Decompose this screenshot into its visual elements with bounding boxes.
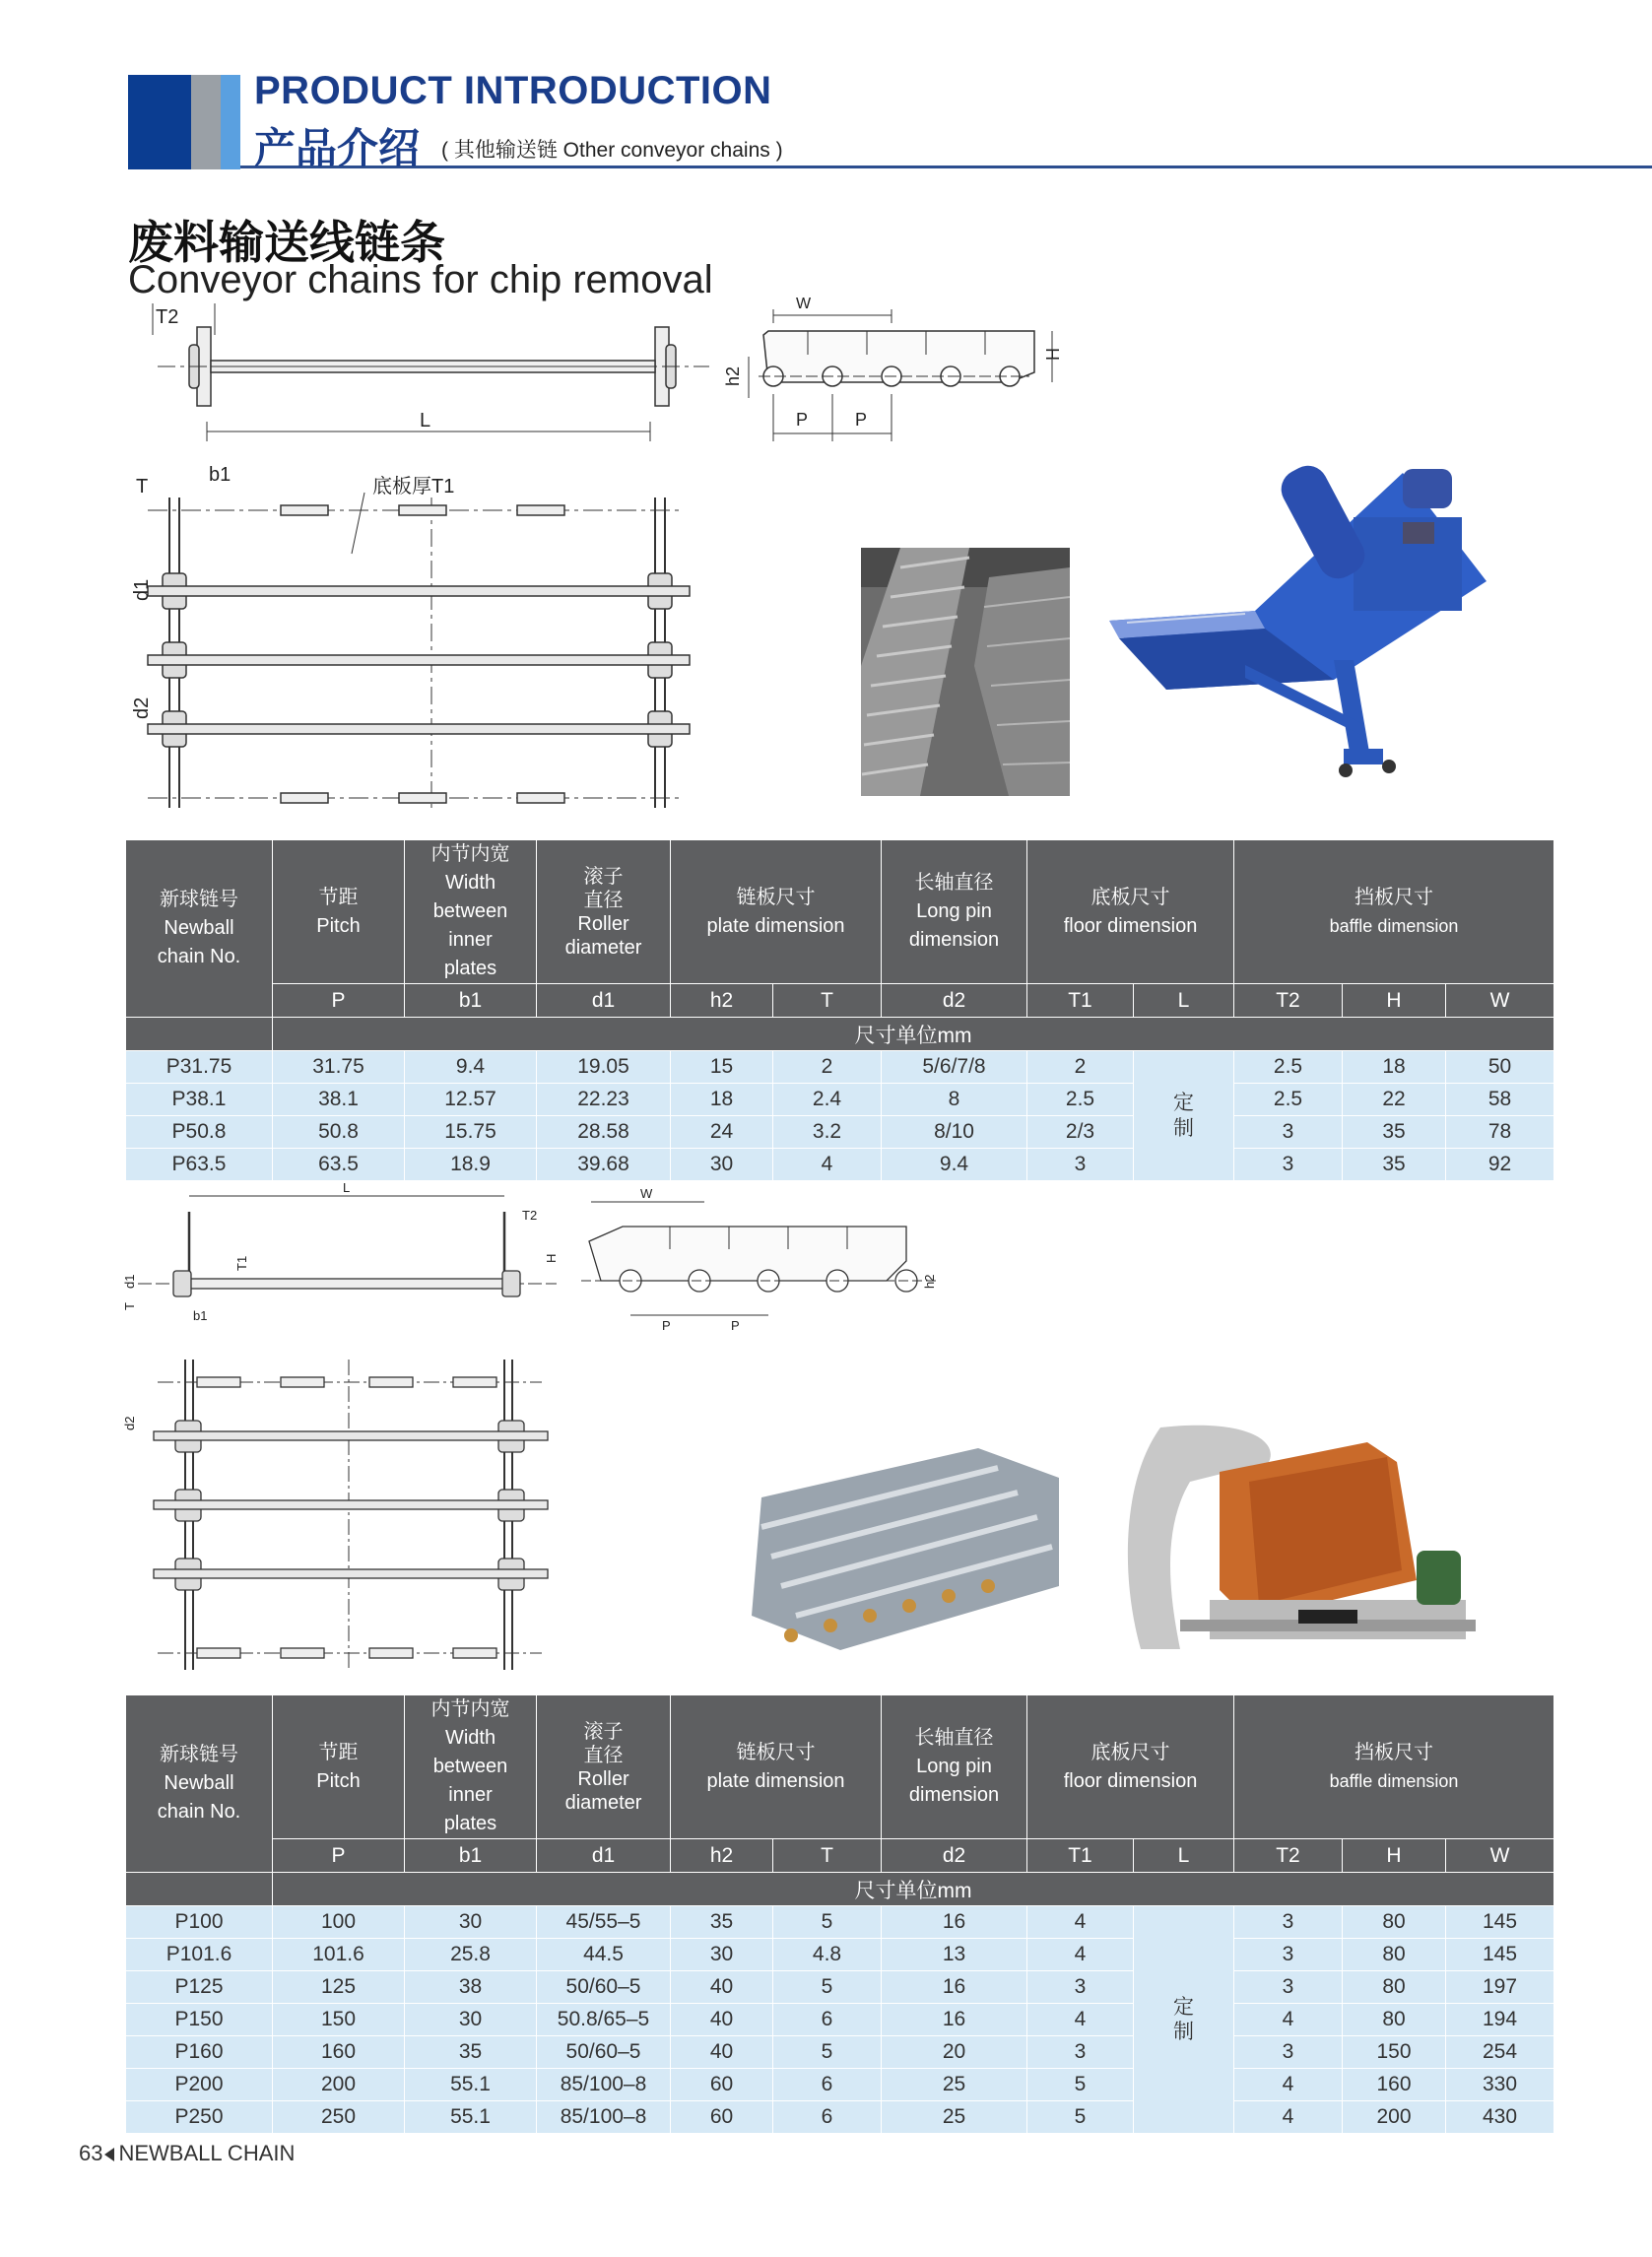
dim-label-w: W — [796, 296, 812, 312]
table-cell: 30 — [671, 1939, 773, 1971]
table-cell: 25 — [882, 2069, 1027, 2101]
table-cell: 2 — [1027, 1051, 1134, 1084]
rod-3 — [154, 1559, 548, 1590]
table-cell: P63.5 — [126, 1149, 273, 1181]
col-chain-cn: 新球链号 — [160, 1744, 238, 1765]
link-profile-2 — [581, 1202, 936, 1315]
table-cell: 2.4 — [773, 1084, 882, 1116]
dim-label-h: H — [1043, 348, 1063, 361]
dim-label-h: H — [544, 1253, 559, 1263]
table-cell: 4.8 — [773, 1939, 882, 1971]
link-profile — [749, 309, 1052, 441]
table-cell: 4 — [1234, 2101, 1343, 2134]
table-cell: 3 — [1234, 1149, 1343, 1181]
table-cell: 22 — [1343, 1084, 1446, 1116]
dim-label-p1: P — [662, 1318, 671, 1333]
col-sym: P — [273, 984, 405, 1018]
dim-label-b1: b1 — [209, 464, 231, 486]
table-cell: 3 — [1027, 2036, 1134, 2069]
col-sym: b1 — [405, 984, 537, 1018]
table-cell: 2.5 — [1234, 1084, 1343, 1116]
table-cell: P250 — [126, 2101, 273, 2134]
dim-label-t1: T1 — [234, 1255, 249, 1271]
table-cell: 80 — [1343, 1906, 1446, 1939]
table-cell: 16 — [882, 1971, 1027, 2004]
baffle-side-view — [138, 1212, 557, 1296]
dim-label-p2: P — [731, 1318, 740, 1333]
table-cell: 35 — [405, 2036, 537, 2069]
table-cell: P38.1 — [126, 1084, 273, 1116]
chip-conveyor-photo — [1107, 463, 1541, 800]
dim-label-l: L — [343, 1180, 351, 1195]
col-sym: b1 — [405, 1839, 537, 1873]
table-cell: 15 — [671, 1051, 773, 1084]
col-pin — [882, 1695, 1027, 1839]
table-cell: 2.5 — [1027, 1084, 1134, 1116]
table-cell: 330 — [1446, 2069, 1554, 2101]
table-cell: 4 — [1027, 1939, 1134, 1971]
dim-label-w: W — [640, 1186, 653, 1201]
col-roller-en1: Roller — [577, 912, 629, 935]
table-cell: 50.8 — [273, 1116, 405, 1149]
col-sym: T1 — [1027, 1839, 1134, 1873]
col-floor-en: floor dimension — [1063, 1769, 1198, 1792]
section-title-en: Conveyor chains for chip removal — [128, 258, 713, 301]
col-sym: h2 — [671, 1839, 773, 1873]
col-width-en1: Width — [444, 872, 496, 894]
col-chain-no — [126, 840, 273, 1018]
table-cell: 40 — [671, 2004, 773, 2036]
rod-1 — [154, 1421, 548, 1452]
table-cell: 24 — [671, 1116, 773, 1149]
rod-1 — [148, 573, 690, 609]
col-baffle-en: baffle dimension — [1329, 915, 1459, 936]
footer-brand: NEWBALL CHAIN — [118, 2141, 296, 2165]
col-sym: L — [1134, 984, 1234, 1018]
dim-label-t1: 底板厚T1 — [372, 476, 455, 498]
col-floor — [1027, 1695, 1234, 1839]
col-pin-en2: dimension — [908, 1784, 1000, 1806]
table-cell: 60 — [671, 2101, 773, 2134]
col-width — [405, 840, 537, 984]
custom-cn2: 制 — [1173, 2021, 1194, 2043]
table-cell: 35 — [671, 1906, 773, 1939]
col-sym: T — [773, 1839, 882, 1873]
table-cell: 150 — [273, 2004, 405, 2036]
col-pin-en2: dimension — [908, 929, 1000, 951]
col-roller-en1: Roller — [577, 1767, 629, 1790]
table-cell: P31.75 — [126, 1051, 273, 1084]
col-baffle-cn: 挡板尺寸 — [1355, 1741, 1433, 1763]
table-cell: P50.8 — [126, 1116, 273, 1149]
col-plate-cn: 链板尺寸 — [736, 1741, 816, 1763]
dim-label-h2: h2 — [922, 1274, 937, 1289]
col-chain-en1: Newball — [164, 917, 234, 939]
table-cell: 430 — [1446, 2101, 1554, 2134]
table-cell: 3 — [1234, 1116, 1343, 1149]
table-cell: 58 — [1446, 1084, 1554, 1116]
table-cell: P160 — [126, 2036, 273, 2069]
section-title-cn: 废料输送线链条 — [128, 217, 445, 268]
table-cell: 45/55–5 — [537, 1906, 671, 1939]
table-cell: 8/10 — [882, 1116, 1027, 1149]
table-cell: 40 — [671, 1971, 773, 2004]
col-sym: h2 — [671, 984, 773, 1018]
table-cell: 38.1 — [273, 1084, 405, 1116]
col-width-en4: plates — [443, 958, 497, 979]
table-cell: 197 — [1446, 1971, 1554, 2004]
table-cell: 39.68 — [537, 1149, 671, 1181]
col-sym: d1 — [537, 984, 671, 1018]
chain-belt-photo — [861, 548, 1070, 796]
page-number: 63 — [79, 2141, 103, 2165]
table-cell: 35 — [1343, 1149, 1446, 1181]
col-pitch-en: Pitch — [316, 914, 361, 937]
table-cell: P150 — [126, 2004, 273, 2036]
table-cell: 3 — [1234, 2036, 1343, 2069]
unit-label: 尺寸单位mm — [273, 1018, 1554, 1051]
table-cell: 101.6 — [273, 1939, 405, 1971]
table-cell: 145 — [1446, 1906, 1554, 1939]
unit-label: 尺寸单位mm — [273, 1873, 1554, 1906]
col-width-cn: 内节内宽 — [430, 1698, 510, 1720]
col-roller-cn1: 滚子 — [583, 865, 624, 888]
col-sym: P — [273, 1839, 405, 1873]
table-cell: 3 — [1027, 1149, 1134, 1181]
custom-cn1: 定 — [1173, 1995, 1194, 2019]
col-sym: L — [1134, 1839, 1234, 1873]
table-cell: 9.4 — [882, 1149, 1027, 1181]
col-chain-cn: 新球链号 — [160, 889, 238, 910]
chain-plan-view — [148, 498, 690, 813]
dim-label-d2: d2 — [122, 1416, 137, 1430]
table-cell: 30 — [405, 2004, 537, 2036]
table-cell: 5 — [1027, 2101, 1134, 2134]
table-cell: 20 — [882, 2036, 1027, 2069]
table-cell: 28.58 — [537, 1116, 671, 1149]
table-cell: 4 — [1234, 2069, 1343, 2101]
col-floor-cn: 底板尺寸 — [1090, 886, 1170, 908]
table-cell: 2.5 — [1234, 1051, 1343, 1084]
custom-cell — [1134, 1051, 1234, 1181]
col-pitch-en: Pitch — [316, 1769, 361, 1792]
table-cell: 25.8 — [405, 1939, 537, 1971]
spec-table-2 — [125, 1694, 1554, 2134]
table-cell: 4 — [1027, 1906, 1134, 1939]
col-plate — [671, 1695, 882, 1839]
table-cell: 19.05 — [537, 1051, 671, 1084]
col-sym: T2 — [1234, 984, 1343, 1018]
dim-label-d2: d2 — [131, 697, 153, 719]
table-cell: P200 — [126, 2069, 273, 2101]
col-width-en4: plates — [443, 1813, 497, 1834]
col-chain-en1: Newball — [164, 1772, 234, 1794]
table-cell: 8 — [882, 1084, 1027, 1116]
col-pitch-cn: 节距 — [318, 886, 359, 908]
header-title-en: PRODUCT INTRODUCTION — [254, 69, 772, 112]
dim-label-d1: d1 — [122, 1274, 137, 1289]
table-cell: 3 — [1027, 1971, 1134, 2004]
dim-label-p2: P — [855, 410, 868, 430]
table-cell: 6 — [773, 2101, 882, 2134]
table-cell: 50 — [1446, 1051, 1554, 1084]
dim-label-l: L — [420, 410, 431, 431]
dim-label-p1: P — [796, 410, 809, 430]
table-cell: 30 — [671, 1149, 773, 1181]
col-roller-cn1: 滚子 — [583, 1720, 624, 1743]
table-cell: 92 — [1446, 1149, 1554, 1181]
table-cell: 250 — [273, 2101, 405, 2134]
table-cell: 35 — [1343, 1116, 1446, 1149]
dim-label-t2: T2 — [156, 306, 179, 328]
col-pin-en1: Long pin — [916, 1756, 992, 1777]
table-cell: 25 — [882, 2101, 1027, 2134]
custom-cn1: 定 — [1173, 1092, 1194, 1115]
table-cell: 3 — [1234, 1939, 1343, 1971]
table-cell: 2 — [773, 1051, 882, 1084]
col-roller-cn2: 直径 — [583, 889, 624, 911]
table-cell: 50/60–5 — [537, 1971, 671, 2004]
unit-spacer — [126, 1018, 273, 1051]
col-roller-en2: diameter — [564, 1791, 642, 1814]
col-width-cn: 内节内宽 — [430, 843, 510, 865]
col-width-en3: inner — [448, 929, 493, 951]
col-sym: W — [1446, 984, 1554, 1018]
table-cell: 18 — [1343, 1051, 1446, 1084]
header-rule — [240, 166, 1652, 168]
col-chain-en2: chain No. — [157, 946, 241, 967]
table-cell: 55.1 — [405, 2069, 537, 2101]
col-chain-en2: chain No. — [157, 1801, 241, 1823]
table-cell: 12.57 — [405, 1084, 537, 1116]
table-cell: 13 — [882, 1939, 1027, 1971]
col-plate-en: plate dimension — [706, 1769, 845, 1792]
table-cell: 200 — [273, 2069, 405, 2101]
col-sym: T2 — [1234, 1839, 1343, 1873]
table-cell: 16 — [882, 1906, 1027, 1939]
table-cell: 55.1 — [405, 2101, 537, 2134]
col-width — [405, 1695, 537, 1839]
dim-label-t: T — [122, 1302, 137, 1310]
header-accent-grey — [191, 75, 221, 169]
col-pin — [882, 840, 1027, 984]
col-baffle — [1234, 1695, 1554, 1839]
table-cell: 44.5 — [537, 1939, 671, 1971]
header-accent-dark — [128, 75, 191, 169]
table-cell: 100 — [273, 1906, 405, 1939]
table-cell: 6 — [773, 2004, 882, 2036]
table-cell: 160 — [273, 2036, 405, 2069]
table-cell: 145 — [1446, 1939, 1554, 1971]
dim-label-h2: h2 — [723, 365, 743, 386]
table-cell: 3 — [1234, 1971, 1343, 2004]
col-sym: W — [1446, 1839, 1554, 1873]
col-pin-en1: Long pin — [916, 900, 992, 922]
col-floor — [1027, 840, 1234, 984]
table-cell: P101.6 — [126, 1939, 273, 1971]
dim-label-d1: d1 — [131, 578, 153, 601]
dim-label-t2: T2 — [522, 1208, 538, 1223]
col-chain-no — [126, 1695, 273, 1873]
col-pitch — [273, 1695, 405, 1839]
chain-plan-view-2 — [154, 1360, 548, 1670]
table-cell: 38 — [405, 1971, 537, 2004]
table-cell: 4 — [773, 1149, 882, 1181]
col-roller-en2: diameter — [564, 936, 642, 959]
spec-table-1 — [125, 839, 1554, 1181]
header-accent-light — [221, 75, 240, 169]
custom-cn2: 制 — [1173, 1116, 1194, 1140]
col-plate — [671, 840, 882, 984]
table-cell: 5 — [1027, 2069, 1134, 2101]
col-baffle-cn: 挡板尺寸 — [1355, 886, 1433, 908]
col-plate-cn: 链板尺寸 — [736, 886, 816, 908]
table-cell: 2/3 — [1027, 1116, 1134, 1149]
col-plate-en: plate dimension — [706, 914, 845, 937]
table-cell: 80 — [1343, 1939, 1446, 1971]
table-cell: 40 — [671, 2036, 773, 2069]
table-cell: 4 — [1027, 2004, 1134, 2036]
col-sym: H — [1343, 1839, 1446, 1873]
col-sym: T1 — [1027, 984, 1134, 1018]
table-cell: 160 — [1343, 2069, 1446, 2101]
col-sym: H — [1343, 984, 1446, 1018]
col-pin-cn: 长轴直径 — [914, 1727, 994, 1749]
table-cell: 5 — [773, 1906, 882, 1939]
col-roller-cn2: 直径 — [583, 1744, 624, 1766]
table-cell: 150 — [1343, 2036, 1446, 2069]
col-width-en2: between — [432, 900, 508, 922]
col-baffle-en: baffle dimension — [1329, 1770, 1459, 1791]
col-width-en1: Width — [444, 1727, 496, 1749]
table-cell: 4 — [1234, 2004, 1343, 2036]
chain-stack-photo — [752, 1438, 1059, 1655]
rod-side-view — [153, 303, 709, 406]
table-cell: 63.5 — [273, 1149, 405, 1181]
table-cell: 60 — [671, 2069, 773, 2101]
table-cell: 85/100–8 — [537, 2069, 671, 2101]
table-cell: 80 — [1343, 2004, 1446, 2036]
table-cell: 3 — [1234, 1906, 1343, 1939]
col-width-en3: inner — [448, 1784, 493, 1806]
table-cell: 5/6/7/8 — [882, 1051, 1027, 1084]
col-width-en2: between — [432, 1756, 508, 1777]
table-cell: 31.75 — [273, 1051, 405, 1084]
rod-3 — [148, 711, 690, 747]
col-pitch-cn: 节距 — [318, 1741, 359, 1763]
col-pin-cn: 长轴直径 — [914, 872, 994, 894]
col-sym: d2 — [882, 984, 1027, 1018]
table-cell: 30 — [405, 1906, 537, 1939]
rod-2 — [148, 642, 690, 678]
table-cell: 5 — [773, 2036, 882, 2069]
table-cell: 5 — [773, 1971, 882, 2004]
custom-cell — [1134, 1906, 1234, 2134]
col-sym: d2 — [882, 1839, 1027, 1873]
table-cell: 254 — [1446, 2036, 1554, 2069]
table-cell: 9.4 — [405, 1051, 537, 1084]
table-cell: 78 — [1446, 1116, 1554, 1149]
table-cell: 16 — [882, 2004, 1027, 2036]
col-floor-en: floor dimension — [1063, 914, 1198, 937]
table-cell: 3.2 — [773, 1116, 882, 1149]
dim-label-b1: b1 — [193, 1308, 208, 1323]
header-subtitle: ( 其他输送链 Other conveyor chains ) — [441, 139, 783, 162]
table-cell: 22.23 — [537, 1084, 671, 1116]
table-cell: 85/100–8 — [537, 2101, 671, 2134]
page-footer — [79, 2141, 295, 2166]
col-floor-cn: 底板尺寸 — [1090, 1741, 1170, 1763]
table-cell: P125 — [126, 1971, 273, 2004]
table-cell: 15.75 — [405, 1116, 537, 1149]
table-cell: 80 — [1343, 1971, 1446, 2004]
rod-2 — [154, 1490, 548, 1521]
col-baffle — [1234, 840, 1554, 984]
orange-conveyor-photo — [1121, 1423, 1495, 1655]
triangle-left-icon — [104, 2148, 114, 2161]
header-title-cn: 产品介绍 — [254, 125, 421, 171]
table-cell: 18 — [671, 1084, 773, 1116]
col-roller — [537, 840, 671, 984]
dim-label-t: T — [136, 476, 149, 498]
table-cell: 6 — [773, 2069, 882, 2101]
table-cell: 194 — [1446, 2004, 1554, 2036]
col-sym: d1 — [537, 1839, 671, 1873]
table-cell: 200 — [1343, 2101, 1446, 2134]
table-cell: 125 — [273, 1971, 405, 2004]
col-pitch — [273, 840, 405, 984]
table-cell: 18.9 — [405, 1149, 537, 1181]
table-cell: P100 — [126, 1906, 273, 1939]
table-cell: 50.8/65–5 — [537, 2004, 671, 2036]
col-sym: T — [773, 984, 882, 1018]
col-roller — [537, 1695, 671, 1839]
table-cell: 50/60–5 — [537, 2036, 671, 2069]
unit-spacer — [126, 1873, 273, 1906]
